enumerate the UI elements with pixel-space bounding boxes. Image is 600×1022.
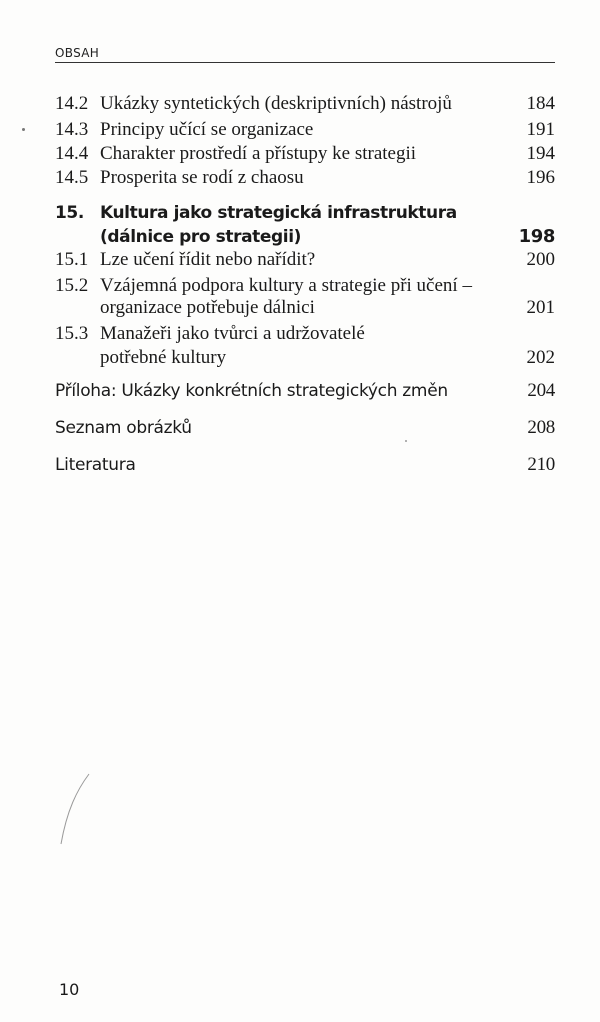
toc-entry-page: 191 <box>526 119 555 140</box>
toc-entry-number: 14.5 <box>55 167 89 188</box>
page-number: 10 <box>59 980 80 999</box>
toc-entry-number: 14.3 <box>55 119 89 140</box>
toc-figures-title: Seznam obrázků <box>55 418 192 438</box>
toc-figures-page: 208 <box>527 417 555 438</box>
toc-entry-page: 194 <box>526 143 555 164</box>
toc-entry-page: 196 <box>526 167 555 188</box>
scan-scratch <box>55 770 95 850</box>
toc-chapter-title-line2: (dálnice pro strategii) <box>100 227 301 247</box>
toc-entry-number: 14.2 <box>55 93 89 114</box>
toc-entry-number: 15.2 <box>55 275 89 296</box>
toc-entry-number: 14.4 <box>55 143 89 164</box>
toc-appendix-title: Příloha: Ukázky konkrétních strategických změn <box>55 381 448 401</box>
toc-literature-title: Literatura <box>55 455 136 475</box>
toc-entry-number: 15.3 <box>55 323 89 344</box>
toc-chapter-page: 198 <box>518 226 555 247</box>
toc-entry-title-line1: Manažeři jako tvůrci a udržovatelé <box>100 323 365 344</box>
header-rule <box>55 62 555 63</box>
scan-speck <box>22 128 25 131</box>
toc-literature-page: 210 <box>527 454 555 475</box>
toc-entry-title: Principy učící se organizace <box>100 119 314 140</box>
toc-entry-page: 202 <box>526 347 555 368</box>
toc-entry-number: 15.1 <box>55 249 89 270</box>
toc-entry-title-line2: organizace potřebuje dálnici <box>100 297 315 318</box>
toc-entry-title: Ukázky syntetických (deskriptivních) nástrojů <box>100 93 452 114</box>
toc-entry-title-line1: Vzájemná podpora kultury a strategie při učení – <box>100 275 472 296</box>
toc-entry-title: Lze učení řídit nebo nařídit? <box>100 249 316 270</box>
toc-chapter-number: 15. <box>55 203 84 223</box>
toc-entry-title: Charakter prostředí a přístupy ke strategii <box>100 143 417 164</box>
toc-chapter-title-line1: Kultura jako strategická infrastruktura <box>100 203 457 223</box>
running-head: OBSAH <box>55 46 100 60</box>
scan-speck <box>405 440 407 442</box>
toc-entry-page: 200 <box>526 249 555 270</box>
toc-entry-title-line2: potřebné kultury <box>100 347 227 368</box>
toc-entry-page: 184 <box>526 93 555 114</box>
toc-appendix-page: 204 <box>527 380 555 401</box>
toc-entry-page: 201 <box>526 297 555 318</box>
toc-entry-title: Prosperita se rodí z chaosu <box>100 167 304 188</box>
